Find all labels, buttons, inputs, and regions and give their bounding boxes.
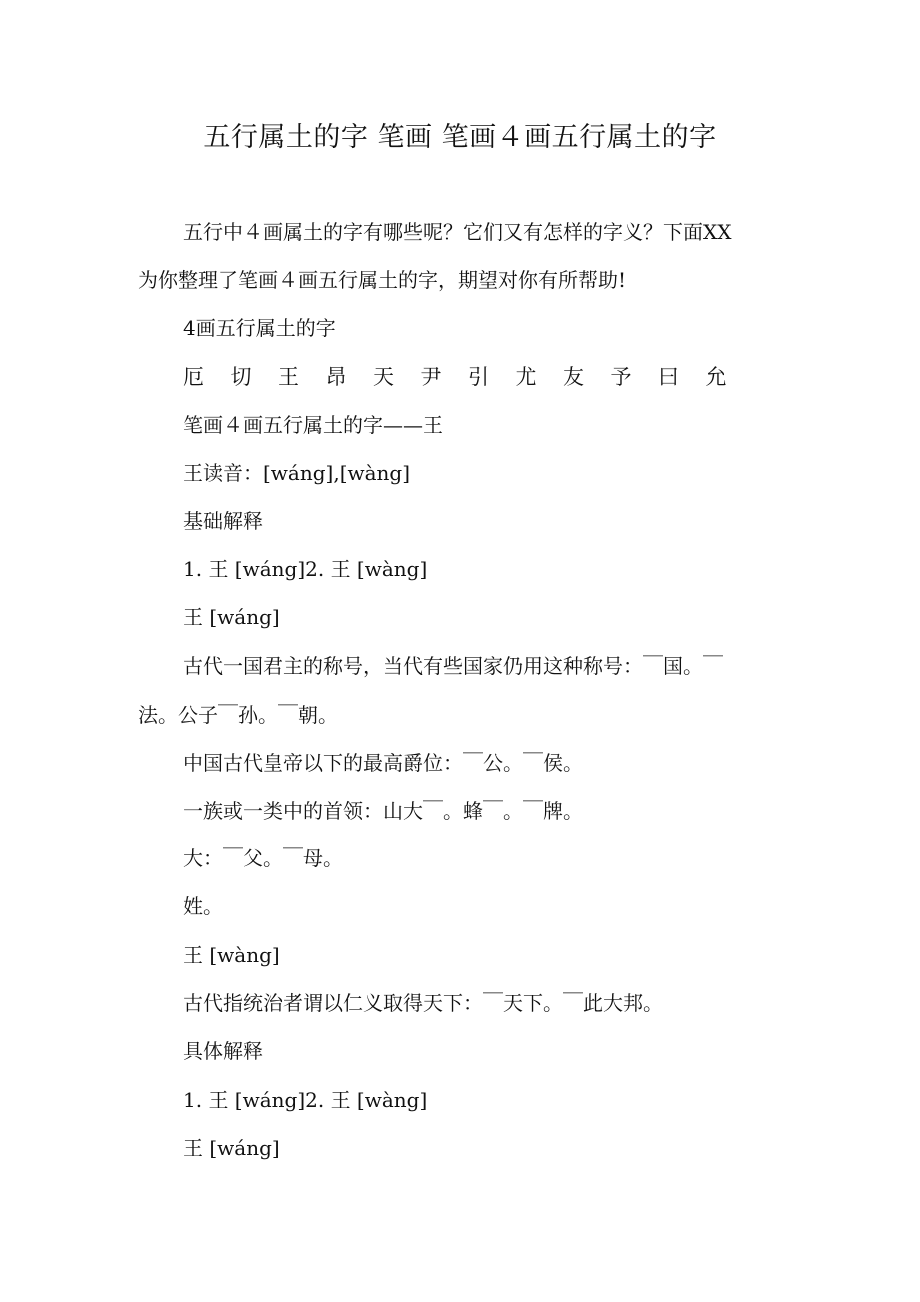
character-item: 曰 — [658, 365, 679, 389]
character-item: 昂 — [325, 365, 347, 389]
intro-paragraph-line-1: 五行中４画属土的字有哪些呢？它们又有怎样的字义？下面XX — [183, 220, 732, 244]
basic-wang-reading-1: 王 [wáng] — [183, 605, 280, 629]
detail-index-line: 1. 王 [wáng]2. 王 [wàng] — [183, 1088, 428, 1112]
reading-line: 王读音：[wáng],[wàng] — [183, 461, 411, 485]
character-list — [183, 362, 753, 392]
definition-6: 古代指统治者谓以仁义取得天下：￣天下。￣此大邦。 — [183, 991, 663, 1015]
character-item: 允 — [705, 365, 727, 389]
definition-3: 一族或一类中的首领：山大￣。蜂￣。￣牌。 — [183, 799, 583, 823]
detail-wang-reading-1: 王 [wáng] — [183, 1136, 280, 1160]
character-item: 王 — [278, 365, 299, 389]
basic-heading: 基础解释 — [183, 509, 263, 533]
definition-5: 姓。 — [183, 894, 223, 918]
character-item: 厄 — [183, 365, 204, 389]
character-item: 切 — [230, 365, 252, 389]
character-item: 予 — [610, 365, 632, 389]
definition-2: 中国古代皇帝以下的最高爵位：￣公。￣侯。 — [183, 751, 583, 775]
definition-1-line-2: 法。公子￣孙。￣朝。 — [138, 703, 338, 727]
character-item: 友 — [563, 365, 584, 389]
list-heading: 4画五行属土的字 — [183, 316, 336, 340]
character-item: 引 — [468, 365, 489, 389]
character-item: 尤 — [515, 365, 537, 389]
detail-heading: 具体解释 — [183, 1039, 263, 1063]
character-item: 天 — [373, 365, 394, 389]
intro-paragraph-line-2: 为你整理了笔画４画五行属土的字，期望对你有所帮助! — [138, 268, 627, 292]
definition-1-line-1: 古代一国君主的称号，当代有些国家仍用这种称号：￣国。￣ — [183, 654, 723, 678]
definition-4: 大：￣父。￣母。 — [183, 846, 343, 870]
character-item: 尹 — [420, 365, 442, 389]
basic-index-line: 1. 王 [wáng]2. 王 [wàng] — [183, 557, 428, 581]
section-heading: 笔画４画五行属土的字——王 — [183, 413, 443, 437]
basic-wang-reading-2: 王 [wàng] — [183, 943, 280, 967]
document-title: 五行属土的字 笔画 笔画４画五行属土的字 — [203, 122, 717, 153]
